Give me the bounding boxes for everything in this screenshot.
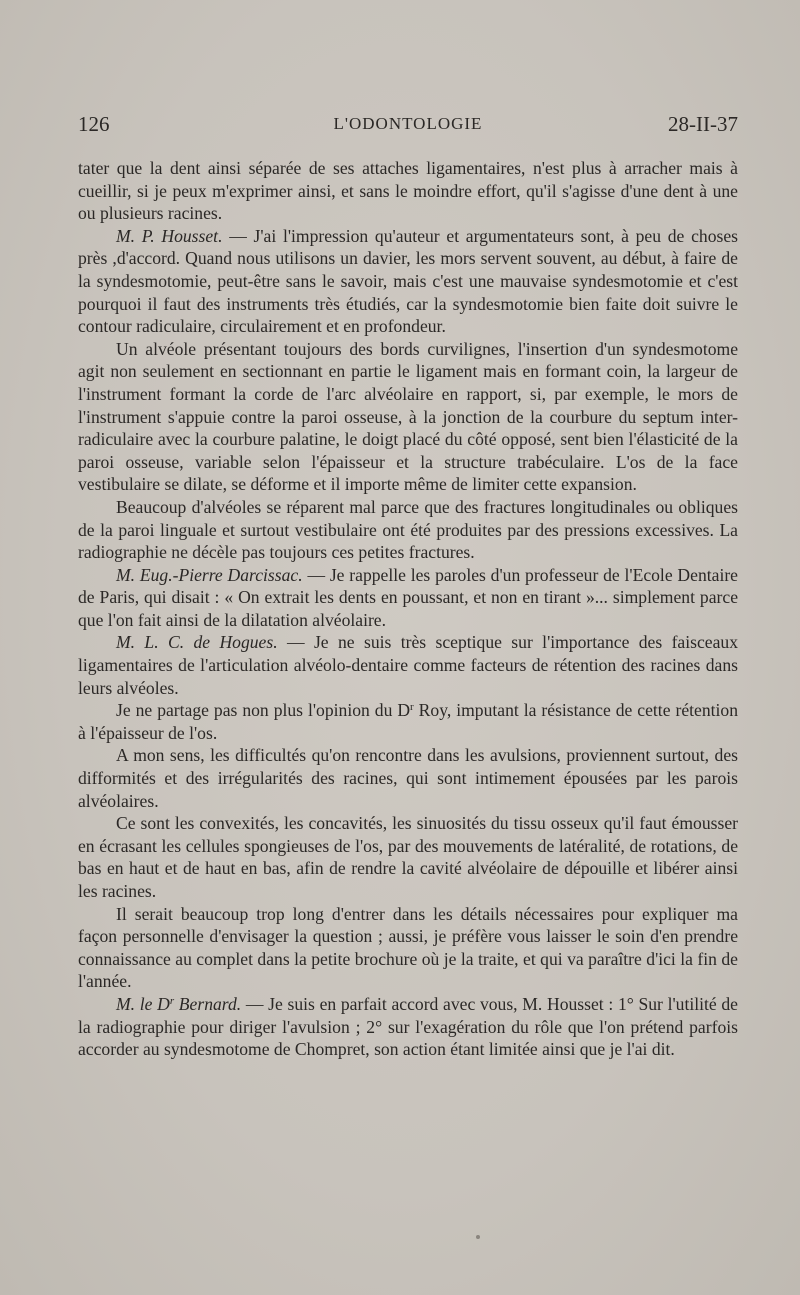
article-body [78, 157, 738, 1061]
paragraph-6 [78, 631, 738, 699]
paragraph-text: — Je rappelle les paroles d'un professeur de l'Ecole Dentaire de Paris, qui disait : « On extrait les dents en poussant, et non en tirant »... simplement parce que l'on fait ainsi de la dilatation alvéolaire. [78, 564, 738, 630]
paragraph-1 [78, 157, 738, 225]
paragraph-7 [78, 699, 738, 744]
paragraph-text-start: Je ne partage pas non plus l'opinion du D [116, 700, 411, 721]
page-number: 126 [78, 112, 110, 136]
paragraph-text: Beaucoup d'alvéoles se réparent mal parce que des fractures longitudinales ou obliques de la paroi linguale et surtout vestibulaire ont été produites par des pressions excessives. La radiographie ne décèle pas toujours ces petites fractures. [78, 496, 738, 563]
superscript: r [169, 994, 175, 1007]
speaker-name: M. L. C. de Hogues. [116, 632, 278, 653]
paragraph-9 [78, 812, 738, 902]
paragraph-text: Roy, imputant la résistance de cette rétention à l'épaisseur de l'os. [78, 700, 738, 743]
paragraph-text: — Je ne suis très sceptique sur l'importance des faisceaux ligamentaires de l'articulation alvéolo-dentaire comme facteurs de rétention des racines dans leurs alvéoles. [78, 632, 738, 698]
superscript: r [410, 701, 414, 714]
ink-speck [476, 1235, 480, 1239]
paragraph-5 [78, 564, 738, 632]
speaker-name: M. P. Housset. [116, 225, 223, 246]
speaker-name: Bernard. [174, 993, 242, 1014]
paragraph-text: Ce sont les convexités, les concavités, les sinuosités du tissu osseux qu'il faut émousser en écrasant les cellules spongieuses de l'os, par des mouvements de latéralité, de rotations, de bas en haut et de haut en bas, afin de rendre la cavité alvéolaire de dépouille et libérer ainsi les racines. [78, 813, 738, 901]
speaker-name-start: M. le D [116, 993, 170, 1014]
paragraph-text: Il serait beaucoup trop long d'entrer dans les détails nécessaires pour expliquer ma façon personnelle d'envisager la question ; aussi, je préfère vous laisser le soin d'en prendre connaissance au complet dans la petite brochure où je la traite, et qui va paraître d'ici la fin de l'année. [78, 903, 738, 992]
speaker-name: M. Eug.-Pierre Darcissac. [116, 564, 303, 585]
paragraph-8 [78, 744, 738, 812]
paragraph-11 [78, 993, 738, 1061]
journal-title: L'ODONTOLOGIE [333, 114, 483, 133]
paragraph-text: tater que la dent ainsi séparée de ses attaches ligamentaires, n'est plus à arracher mais à cueillir, si je peux m'exprimer ainsi, et sans le moindre effort, qu'il s'agisse d'une dent à une ou plusieurs racines. [78, 158, 738, 224]
paragraph-10 [78, 903, 738, 993]
paragraph-text: — J'ai l'impression qu'auteur et argumentateurs sont, à peu de choses près ,d'accord. Quand nous utilisons un davier, les mors servent souvent, au début, à faire de la syndesmotomie, peut-être sans le savoir, mais c'est une mauvaise syndesmotomie et c'est pourquoi il faut des instruments très étudiés, car la syndesmotomie bien faite doit suivre le contour radiculaire, circulairement et en profondeur. [78, 225, 738, 337]
paragraph-2 [78, 225, 738, 338]
running-header [78, 112, 738, 140]
paragraph-text: A mon sens, les difficultés qu'on rencontre dans les avulsions, proviennent surtout, des difformités et des irrégularités des racines, qui sont intimement épousées par les parois alvéolaires. [78, 745, 738, 811]
paragraph-text: Un alvéole présentant toujours des bords curvilignes, l'insertion d'un syndesmotome agit non seulement en sectionnant en partie le ligament mais en formant coin, la largeur de l'instrument formant la corde de l'arc alvéolaire en rapport, si, par exemple, le mors de l'instrument s'appuie contre la paroi osseuse, à la jonction de la courbure du septum inter-radiculaire avec la courbure palatine, le doigt placé du côté opposé, sent bien l'élasticité de la paroi osseuse, variable selon l'épaisseur et la structure trabéculaire. L'os de la face vestibulaire se dilate, se déforme et il importe même de limiter cette expansion. [78, 338, 738, 495]
paragraph-3 [78, 338, 738, 496]
issue-date: 28-II-37 [668, 112, 738, 136]
paragraph-4 [78, 496, 738, 564]
paragraph-text: — Je suis en parfait accord avec vous, M. Housset : 1° Sur l'utilité de la radiographie pour diriger l'avulsion ; 2° sur l'exagération du rôle que l'on prétend parfois accorder au syndesmotome de Chompret, son action étant limitée ainsi que je l'ai dit. [78, 993, 738, 1060]
